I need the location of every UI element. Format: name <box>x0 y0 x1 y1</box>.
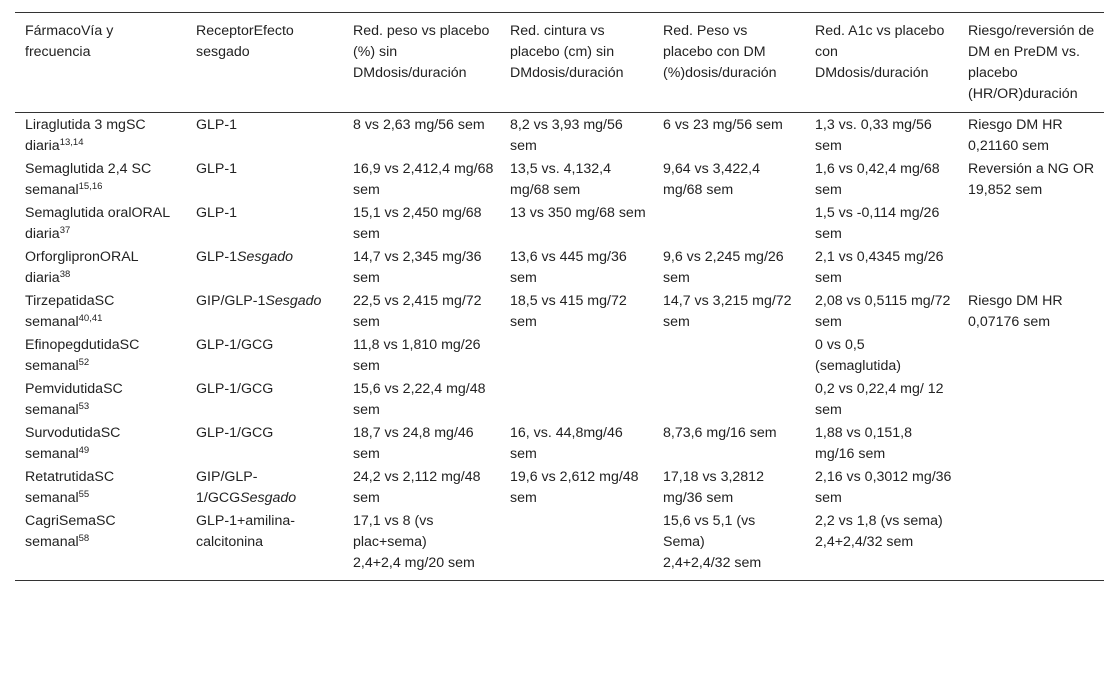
drug-reference: 40,41 <box>78 313 103 324</box>
drug-name: SurvodutidaSC semanal <box>25 425 121 462</box>
header-risk: Riesgo/reversión de DM en PreDM vs. placebo (HR/OR)duración <box>958 13 1104 113</box>
cell-a1c-dm: 2,1 vs 0,4345 mg/26 sem <box>815 249 944 286</box>
drug-name: OrforglipronORAL diaria <box>25 249 139 286</box>
cell-weight-dm: 17,18 vs 3,2812 mg/36 sem <box>663 469 764 506</box>
cell-drug <box>15 113 186 159</box>
cell-risk: Riesgo DM HR 0,07176 sem <box>968 293 1063 330</box>
table-row <box>15 334 1104 378</box>
cell-weight-dm: 15,6 vs 5,1 (vs Sema) 2,4+2,4/32 sem <box>653 510 805 581</box>
biased-label: Sesgado <box>240 490 297 506</box>
cell-a1c-dm: 1,3 vs. 0,33 mg/56 sem <box>815 117 932 154</box>
cell-drug <box>15 510 186 581</box>
cell-risk <box>958 510 1104 581</box>
cell-drug <box>15 334 186 378</box>
cell-weight-dm: 14,7 vs 3,215 mg/72 sem <box>663 293 792 330</box>
table-row <box>15 158 1104 202</box>
header-receptor: ReceptorEfecto sesgado <box>186 13 343 113</box>
cell-weight-dm: 8,73,6 mg/16 sem <box>663 425 777 441</box>
receptor-name: GLP-1 <box>196 249 238 265</box>
cell-a1c-dm: 1,88 vs 0,151,8 mg/16 sem <box>815 425 913 462</box>
cell-waist-no-dm: 13 vs 350 mg/68 sem <box>510 205 646 221</box>
cell-drug <box>15 158 186 202</box>
drug-reference: 37 <box>59 225 71 236</box>
cell-weight-no-dm: 18,7 vs 24,8 mg/46 sem <box>353 425 474 462</box>
cell-receptor <box>186 334 343 378</box>
cell-receptor <box>186 510 343 581</box>
cell-waist-no-dm: 16, vs. 44,8mg/46 sem <box>510 425 623 462</box>
drug-name: EfinopegdutidaSC semanal <box>25 337 140 374</box>
drug-name: PemvidutidaSC semanal <box>25 381 123 418</box>
cell-weight-dm: 9,6 vs 2,245 mg/26 sem <box>663 249 784 286</box>
cell-waist-no-dm <box>500 334 653 378</box>
drug-reference: 55 <box>78 489 90 500</box>
cell-risk: Riesgo DM HR 0,21160 sem <box>968 117 1063 154</box>
cell-weight-dm <box>653 334 805 378</box>
header-weight-no-dm: Red. peso vs placebo (%) sin DMdosis/duración <box>343 13 500 113</box>
cell-weight-dm <box>653 202 805 246</box>
cell-waist-no-dm <box>500 510 653 581</box>
table-row <box>15 378 1104 422</box>
drug-name: CagriSemaSC semanal <box>25 513 116 550</box>
receptor-name: GLP-1 <box>196 117 238 133</box>
cell-weight-no-dm: 14,7 vs 2,345 mg/36 sem <box>353 249 482 286</box>
cell-a1c-dm: 2,2 vs 1,8 (vs sema) 2,4+2,4/32 sem <box>805 510 958 581</box>
receptor-name: GLP-1/GCG <box>196 425 274 441</box>
cell-a1c-dm: 1,6 vs 0,42,4 mg/68 sem <box>815 161 940 198</box>
cell-receptor <box>186 378 343 422</box>
drug-reference: 52 <box>78 357 90 368</box>
drug-name: Semaglutida oralORAL diaria <box>25 205 170 242</box>
cell-weight-no-dm: 15,6 vs 2,22,4 mg/48 sem <box>353 381 486 418</box>
cell-waist-no-dm: 8,2 vs 3,93 mg/56 sem <box>510 117 623 154</box>
receptor-name: GLP-1 <box>196 161 238 177</box>
cell-weight-dm: 6 vs 23 mg/56 sem <box>663 117 783 133</box>
receptor-name: GLP-1 <box>196 205 238 221</box>
cell-drug <box>15 290 186 334</box>
cell-a1c-dm: 1,5 vs -0,114 mg/26 sem <box>815 205 940 242</box>
cell-risk <box>958 466 1104 510</box>
cell-weight-dm: 9,64 vs 3,422,4 mg/68 sem <box>663 161 761 198</box>
biased-label: Sesgado <box>237 249 294 265</box>
cell-waist-no-dm: 19,6 vs 2,612 mg/48 sem <box>510 469 639 506</box>
table-body <box>15 113 1104 581</box>
receptor-name: GIP/GLP-1 <box>196 293 266 309</box>
table-row <box>15 202 1104 246</box>
cell-waist-no-dm <box>500 378 653 422</box>
cell-risk <box>958 202 1104 246</box>
cell-weight-no-dm: 15,1 vs 2,450 mg/68 sem <box>353 205 482 242</box>
table-row <box>15 466 1104 510</box>
receptor-name: GLP-1/GCG <box>196 381 274 397</box>
table-header <box>15 13 1104 113</box>
cell-waist-no-dm: 13,5 vs. 4,132,4 mg/68 sem <box>510 161 611 198</box>
cell-risk <box>958 378 1104 422</box>
receptor-name: GLP-1/GCG <box>196 337 274 353</box>
drug-reference: 38 <box>59 269 71 280</box>
cell-risk <box>958 246 1104 290</box>
drug-name: RetatrutidaSC semanal <box>25 469 115 506</box>
cell-weight-no-dm: 17,1 vs 8 (vs plac+sema) 2,4+2,4 mg/20 sem <box>343 510 500 581</box>
header-weight-dm: Red. Peso vs placebo con DM (%)dosis/duración <box>653 13 805 113</box>
cell-weight-no-dm: 11,8 vs 1,810 mg/26 sem <box>353 337 481 374</box>
cell-drug <box>15 202 186 246</box>
cell-receptor <box>186 422 343 466</box>
cell-risk <box>958 422 1104 466</box>
drug-reference: 53 <box>78 401 90 412</box>
cell-receptor <box>186 466 343 510</box>
table-row <box>15 290 1104 334</box>
cell-a1c-dm: 0,2 vs 0,22,4 mg/ 12 sem <box>815 381 944 418</box>
cell-drug <box>15 422 186 466</box>
drug-name: Liraglutida 3 mgSC diaria <box>25 117 146 154</box>
biased-label: Sesgado <box>265 293 322 309</box>
cell-weight-no-dm: 8 vs 2,63 mg/56 sem <box>353 117 485 133</box>
header-waist-no-dm: Red. cintura vs placebo (cm) sin DMdosis/duración <box>500 13 653 113</box>
cell-risk: Reversión a NG OR 19,852 sem <box>968 161 1095 198</box>
cell-waist-no-dm: 18,5 vs 415 mg/72 sem <box>510 293 627 330</box>
cell-waist-no-dm: 13,6 vs 445 mg/36 sem <box>510 249 627 286</box>
header-a1c-dm: Red. A1c vs placebo con DMdosis/duración <box>805 13 958 113</box>
cell-drug <box>15 466 186 510</box>
cell-receptor <box>186 290 343 334</box>
cell-a1c-dm: 2,16 vs 0,3012 mg/36 sem <box>815 469 952 506</box>
drug-reference: 49 <box>78 445 90 456</box>
drug-name: TirzepatidaSC semanal <box>25 293 115 330</box>
cell-receptor <box>186 202 343 246</box>
cell-a1c-dm: 0 vs 0,5 (semaglutida) <box>815 337 901 374</box>
cell-risk <box>958 334 1104 378</box>
cell-weight-no-dm: 16,9 vs 2,412,4 mg/68 sem <box>353 161 494 198</box>
cell-a1c-dm: 2,08 vs 0,5115 mg/72 sem <box>815 293 951 330</box>
header-drug: FármacoVía y frecuencia <box>15 13 186 113</box>
table-row <box>15 246 1104 290</box>
header-row <box>15 13 1104 113</box>
table-row <box>15 113 1104 159</box>
cell-drug <box>15 378 186 422</box>
cell-receptor <box>186 113 343 159</box>
table-row <box>15 422 1104 466</box>
cell-weight-no-dm: 24,2 vs 2,112 mg/48 sem <box>353 469 481 506</box>
cell-weight-dm <box>653 378 805 422</box>
table-row <box>15 510 1104 581</box>
receptor-name: GLP-1+amilina-calcitonina <box>196 513 295 550</box>
drug-reference: 13,14 <box>59 137 84 148</box>
cell-receptor <box>186 158 343 202</box>
cell-receptor <box>186 246 343 290</box>
drug-reference: 58 <box>78 533 90 544</box>
receptor-name: GIP/GLP-1/GCG <box>196 469 258 506</box>
drug-comparison-table <box>15 12 1104 581</box>
cell-weight-no-dm: 22,5 vs 2,415 mg/72 sem <box>353 293 482 330</box>
cell-drug <box>15 246 186 290</box>
drug-name: Semaglutida 2,4 SC semanal <box>25 161 152 198</box>
drug-reference: 15,16 <box>78 181 103 192</box>
